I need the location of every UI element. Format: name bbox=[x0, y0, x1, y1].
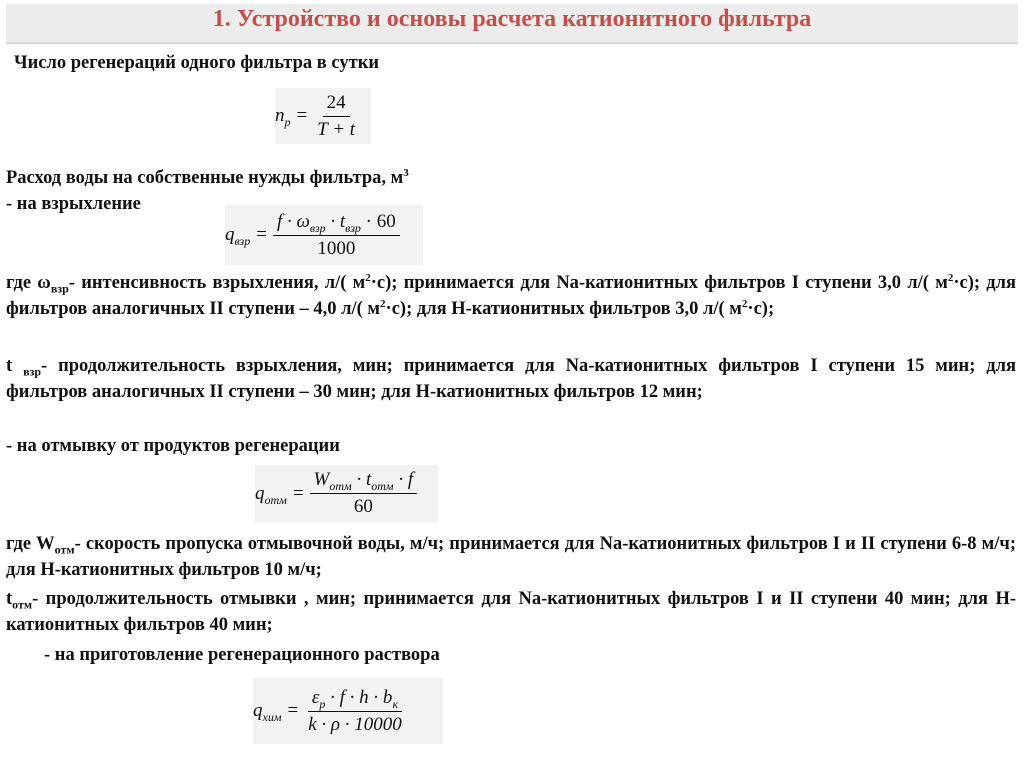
loosening-heading: - на взрыхление bbox=[6, 194, 141, 214]
rinsing-heading: - на отмывку от продуктов регенерации bbox=[6, 436, 340, 456]
omega-definition: где $\omega_{взр}-$ интенсивность взрыхления, л/( $м^2\cdot с$); принимается для Na-катионитных фильтров I ступени 3,0 л/( $м^2\cdot с$); для фильтров аналогичных II ступени – 4,0 л/( $м^2\cdot с$); для Н-катионитных фильтров 3,0 л/( $м^2\cdot с$); bbox=[6, 271, 1016, 319]
water-consumption-heading: Расход воды на собственные нужды фильтра, $м^3$ bbox=[6, 166, 409, 188]
formula-q-otm: $q_{отм}$ = $\frac{W_{отм} \cdot t_{отм} \cdot f}{60}$ bbox=[255, 465, 438, 522]
w-otm-definition: где $W_{отм}-$ скорость пропуска отмывочной воды, м/ч; принимается для Na-катионитных фильтров I и II ступени 6-8 м/ч; для Н-катионитных фильтров 10 м/ч; bbox=[6, 534, 1016, 580]
formula-np: $n_p$ = $\frac{24}{T + t}$ bbox=[275, 88, 371, 144]
formula-np-fraction: $\frac{24}{T + t}$ bbox=[317, 91, 356, 140]
formula-np-lhs: $n_p$ bbox=[275, 105, 291, 129]
solution-heading: - на приготовление регенерационного раствора bbox=[44, 645, 440, 665]
t-vzr-definition: t $_{взр}$- продолжительность взрыхления, мин; принимается для Na-катионитных фильтров I ступени 15 мин; для фильтров аналогичных II ступени – 30 мин; для Н-катионитных фильтров 12 мин; bbox=[6, 356, 1016, 402]
formula-q-vzr-fraction: $\frac{f \cdot \omega_{взр} \cdot t_{взр} \cdot 60}{1000}$ bbox=[273, 211, 400, 260]
formula-q-him: $q_{хим}$ = $\frac{\varepsilon_p \cdot f \cdot h \cdot b_к}{k \cdot \rho \cdot 10000}$ bbox=[253, 678, 443, 744]
title-bar bbox=[6, 4, 1018, 44]
formula-q-vzr: $q_{взр}$ = $\frac{f \cdot \omega_{взр} \cdot t_{взр} \cdot 60}{1000}$ bbox=[225, 205, 423, 265]
formula-q-him-fraction: $\frac{\varepsilon_p \cdot f \cdot h \cdot b_к}{k \cdot \rho \cdot 10000}$ bbox=[308, 686, 402, 735]
formula-q-otm-fraction: $\frac{W_{отм} \cdot t_{отм} \cdot f}{60}$ bbox=[310, 469, 418, 518]
regen-count-heading: Число регенераций одного фильтра в сутки bbox=[14, 53, 380, 73]
t-otm-definition: $t_{отм}-$ продолжительность отмывки , мин; принимается для Na-катионитных фильтров I и II ступени 40 мин; для Н-катионитных фильтров 40 мин; bbox=[6, 589, 1016, 635]
slide-title: 1. Устройство и основы расчета катионитного фильтра bbox=[212, 6, 812, 32]
